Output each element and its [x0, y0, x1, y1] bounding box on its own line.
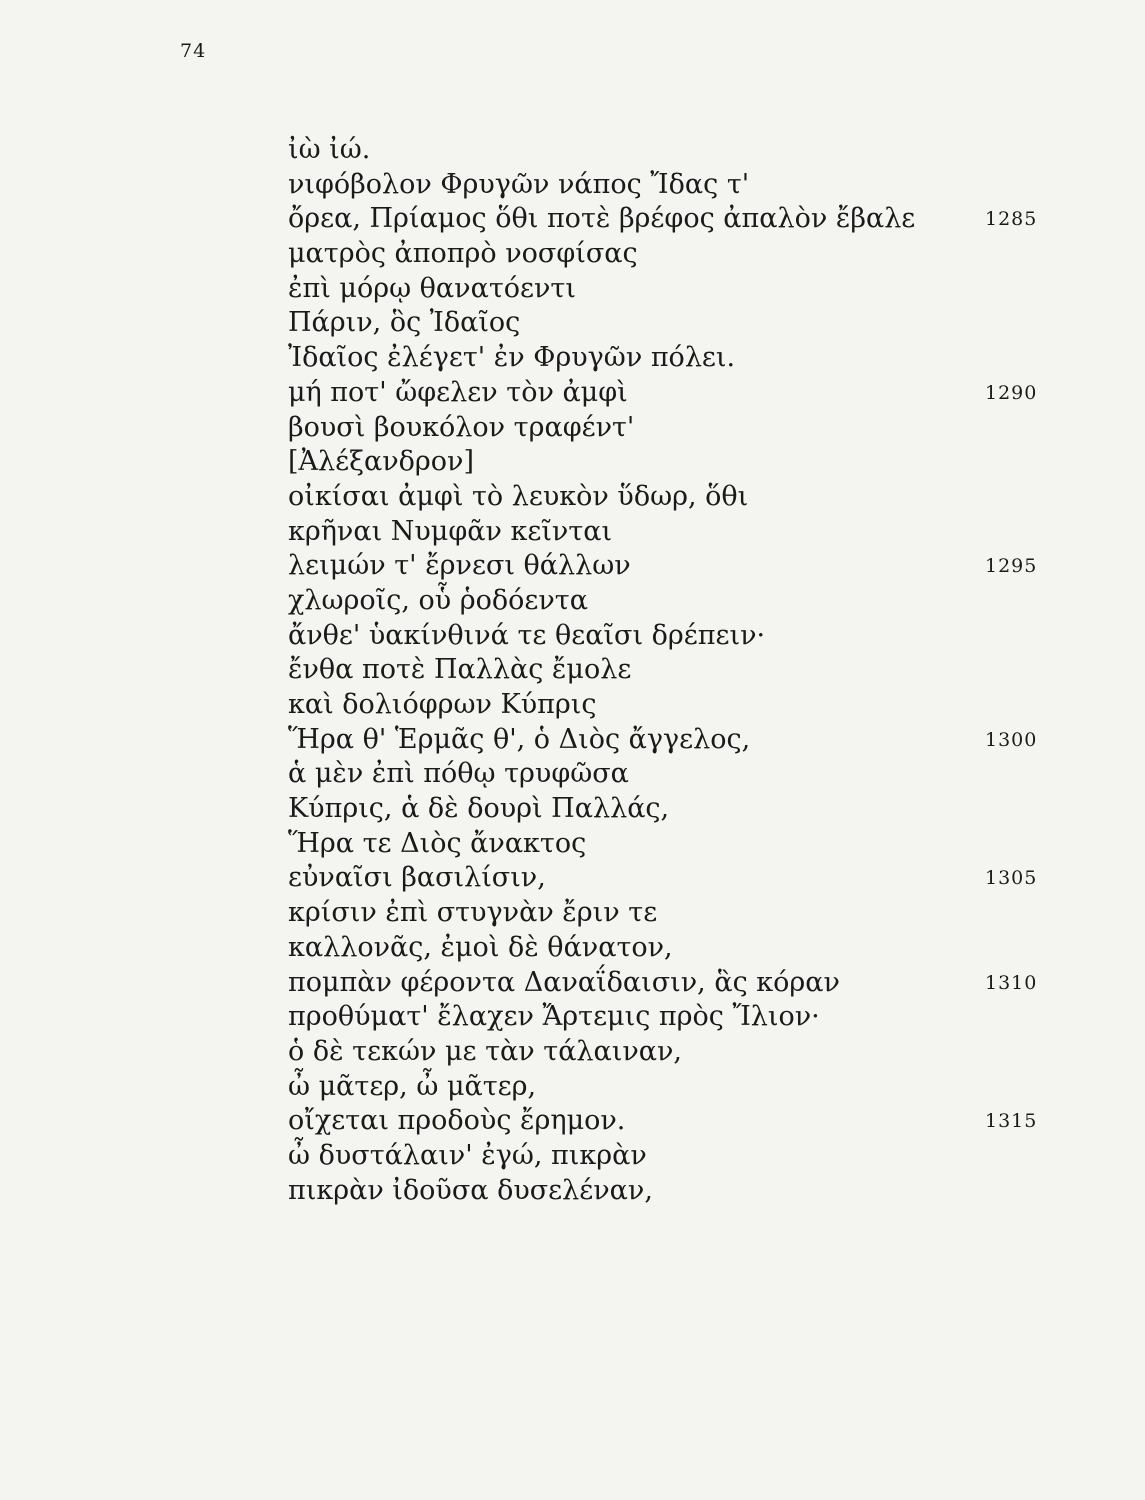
verse-line-text: καὶ δολιόφρων Κύπρις [288, 689, 597, 720]
verse-line [288, 480, 1128, 515]
verse-line-text: ὁ δὲ τεκών με τὰν τάλαιναν, [288, 1035, 683, 1067]
verse-line-text: νιφόβολον Φρυγῶν νάπος Ἴδας τ' [288, 168, 750, 200]
verse-line-text: χλωροῖς, οὗ ῥοδόεντα [288, 584, 588, 616]
line-number: 1290 [985, 381, 1038, 404]
verse-line-text: [Ἀλέξανδρον] [288, 446, 474, 478]
page-number: 74 [180, 40, 207, 62]
verse-line-text: ἔνθα ποτὲ Παλλὰς ἔμολε [288, 654, 632, 686]
verse-line [288, 272, 1128, 307]
line-number: 1295 [985, 555, 1038, 578]
verse-line-text: ὄρεα, Πρίαμος ὅθι ποτὲ βρέφος ἀπαλὸν ἔβαλε [288, 203, 916, 235]
verse-line [288, 827, 1128, 862]
verse-line-text: Ἥρα θ' Ἑρμᾶς θ', ὁ Διὸς ἄγγελος, [288, 723, 751, 755]
verse-line [288, 896, 1128, 931]
line-number: 1300 [985, 728, 1038, 751]
verse-line [288, 966, 1128, 1001]
verse-line-text: Κύπρις, ἁ δὲ δουρὶ Παλλάς, [288, 793, 670, 825]
verse-line-text: Πάριν, ὃς Ἰδαῖος [288, 307, 521, 339]
verse-line-text: λειμών τ' ἔρνεσι θάλλων [288, 550, 631, 582]
verse-line [288, 445, 1128, 480]
verse-line-text: ἄνθε' ὑακίνθινά τε θεαῖσι δρέπειν· [288, 619, 766, 651]
verse-line-text: ἐπὶ μόρῳ θανατόεντι [288, 272, 576, 304]
verse-line-text: κρίσιν ἐπὶ στυγνὰν ἔριν τε [288, 897, 658, 929]
verse-line [288, 133, 1128, 168]
verse-line [288, 515, 1128, 550]
verse-line-text: βουσὶ βουκόλον τραφέντ' [288, 411, 635, 443]
verse-line [288, 1035, 1128, 1070]
verse-line-text: πικρὰν ἰδοῦσα δυσελέναν, [288, 1174, 653, 1206]
verse-line [288, 861, 1128, 896]
verse-line [288, 1070, 1128, 1105]
verse-line [288, 931, 1128, 966]
line-number: 1285 [985, 208, 1038, 231]
verse-line-text: μή ποτ' ὤφελεν τὸν ἀμφὶ [288, 376, 628, 408]
line-number: 1315 [985, 1110, 1038, 1133]
verse-line-text: πομπὰν φέροντα Δαναΐδαισιν, ἃς κόραν [288, 966, 840, 998]
verse-line [288, 1104, 1128, 1139]
verse-line [288, 237, 1128, 272]
verse-line [288, 341, 1128, 376]
verse-line [288, 411, 1128, 446]
verse-line [288, 723, 1128, 758]
verse-line [288, 1000, 1128, 1035]
verse-line [288, 549, 1128, 584]
verse-line [288, 688, 1128, 723]
verse-line [288, 757, 1128, 792]
verse-line-text: προθύματ' ἔλαχεν Ἄρτεμις πρὸς Ἴλιον· [288, 1001, 820, 1033]
verse-line-text: ἁ μὲν ἐπὶ πόθῳ τρυφῶσα [288, 758, 629, 790]
verse-line [288, 1139, 1128, 1174]
verse-line-text: ὦ δυστάλαιν' ἐγώ, πικρὰν [288, 1139, 647, 1171]
verse-line-text: κρῆναι Νυμφᾶν κεῖνται [288, 515, 613, 547]
verse-line [288, 619, 1128, 654]
verse-line-text: οἴχεται προδοὺς ἔρημον. [288, 1105, 626, 1137]
verse-line-text: ματρὸς ἀποπρὸ νοσφίσας [288, 238, 638, 270]
verse-line [288, 306, 1128, 341]
verse-line-text: οἰκίσαι ἀμφὶ τὸ λευκὸν ὕδωρ, ὅθι [288, 480, 749, 512]
verse-line [288, 376, 1128, 411]
verse-line [288, 792, 1128, 827]
verse-line-text: ὦ μᾶτερ, ὦ μᾶτερ, [288, 1070, 537, 1102]
verse-line [288, 1174, 1128, 1209]
line-number: 1305 [985, 867, 1038, 890]
verse-line [288, 168, 1128, 203]
verse-line [288, 584, 1128, 619]
verse-line-text: Ἰδαῖος ἐλέγετ' ἐν Φρυγῶν πόλει. [288, 342, 736, 374]
line-number: 1310 [985, 971, 1038, 994]
verse-line [288, 202, 1128, 237]
verse-line-text: ἰὼ ἰώ. [288, 134, 371, 165]
verse-line [288, 653, 1128, 688]
verse-text [288, 133, 1128, 1208]
verse-line-text: Ἥρα τε Διὸς ἄνακτος [288, 827, 587, 859]
verse-line-text: εὐναῖσι βασιλίσιν, [288, 862, 546, 894]
verse-line-text: καλλονᾶς, ἐμοὶ δὲ θάνατον, [288, 931, 673, 963]
